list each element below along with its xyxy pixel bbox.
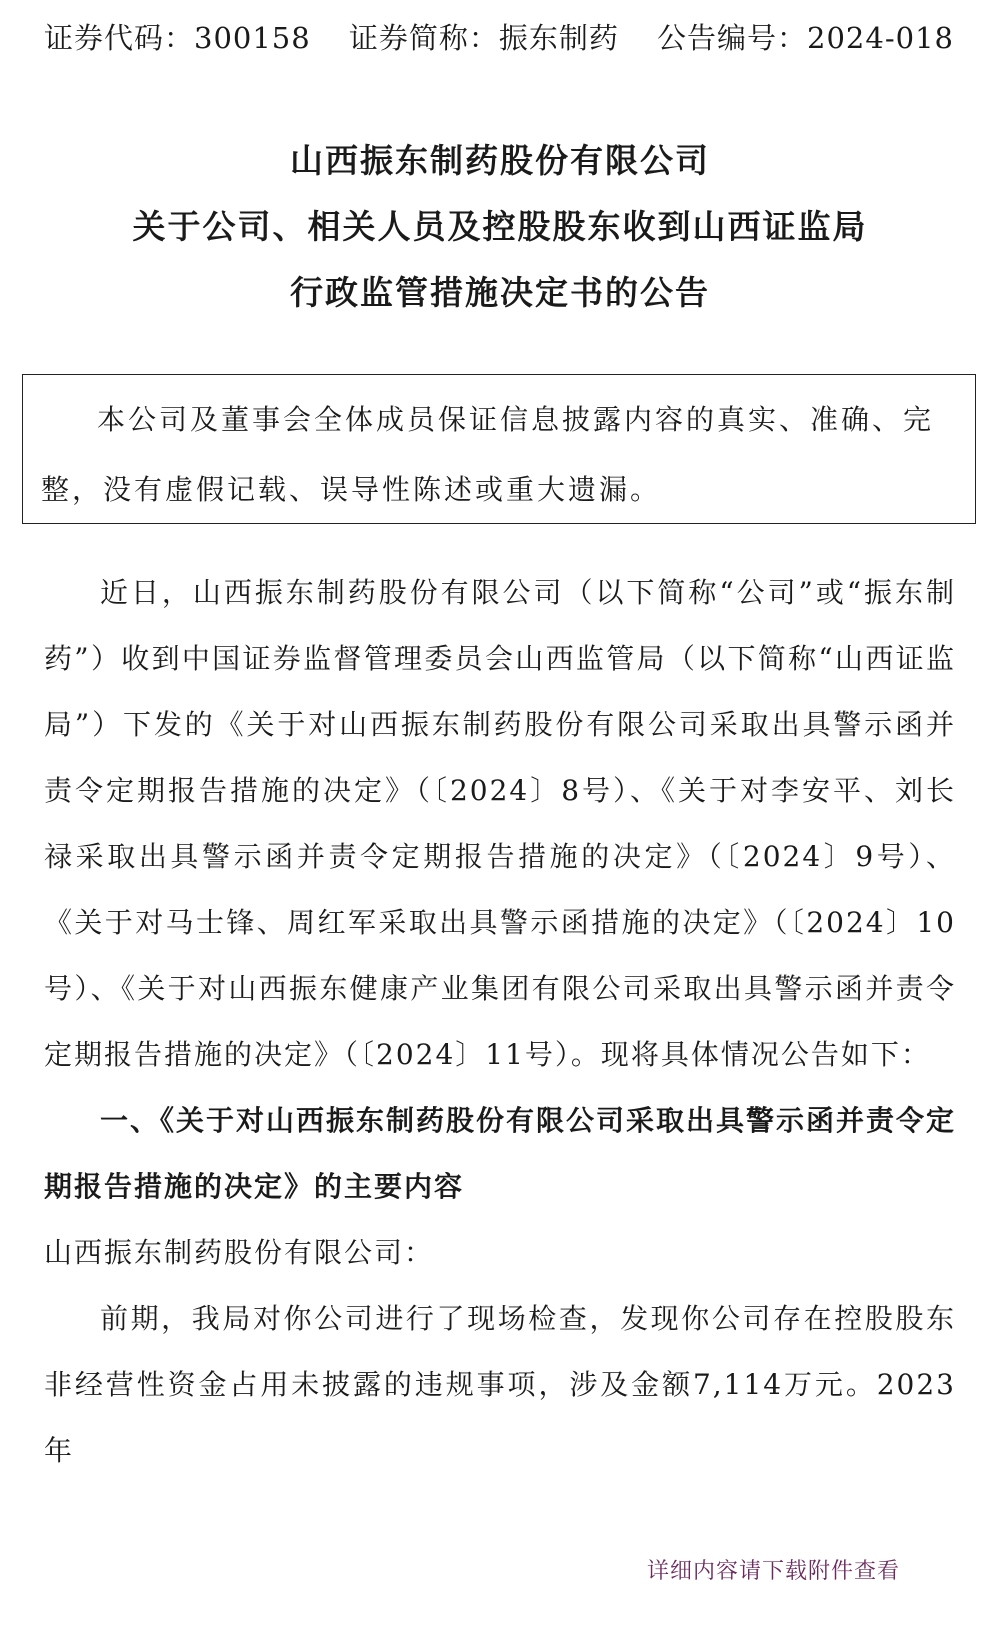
document-body [44,560,956,1484]
document-header [44,16,954,56]
disclaimer-box [22,374,976,524]
intro-paragraph: 近日，山西振东制药股份有限公司（以下简称“公司”或“振东制药”）收到中国证券监督管理委员会山西监管局（以下简称“山西证监局”）下发的《关于对山西振东制药股份有限公司采取出具警示函并责令定期报告措施的决定》（〔2024〕8号）、《关于对李安平、刘长禄采取出具警示函并责令定期报告措施的决定》（〔2024〕9号）、《关于对马士锋、周红军采取出具警示函措施的决定》（〔2024〕10号）、《关于对山西振东健康产业集团有限公司采取出具警示函并责令定期报告措施的决定》（〔2024〕11号）。现将具体情况公告如下： [44,576,956,1071]
notice-number: 公告编号：2024-018 [657,20,954,55]
decision-paragraph: 前期，我局对你公司进行了现场检查，发现你公司存在控股股东非经营性资金占用未披露的违规事项，涉及金额7,114万元。2023年 [44,1302,956,1467]
document-title [0,128,1000,326]
stock-short-name: 证券简称：振东制药 [348,20,619,55]
download-attachment-link[interactable]: 详细内容请下载附件查看 [646,1559,900,1584]
title-line-3: 行政监管措施决定书的公告 [290,273,710,312]
title-line-2: 关于公司、相关人员及控股股东收到山西证监局 [132,207,868,246]
stock-code: 证券代码：300158 [44,20,311,55]
addressee: 山西振东制药股份有限公司： [44,1236,435,1269]
section-1-heading: 一、《关于对山西振东制药股份有限公司采取出具警示函并责令定期报告措施的决定》的主要内容 [44,1104,957,1203]
disclaimer-text: 本公司及董事会全体成员保证信息披露内容的真实、准确、完整，没有虚假记载、误导性陈述或重大遗漏。 [41,403,935,506]
title-line-1: 山西振东制药股份有限公司 [290,141,710,180]
